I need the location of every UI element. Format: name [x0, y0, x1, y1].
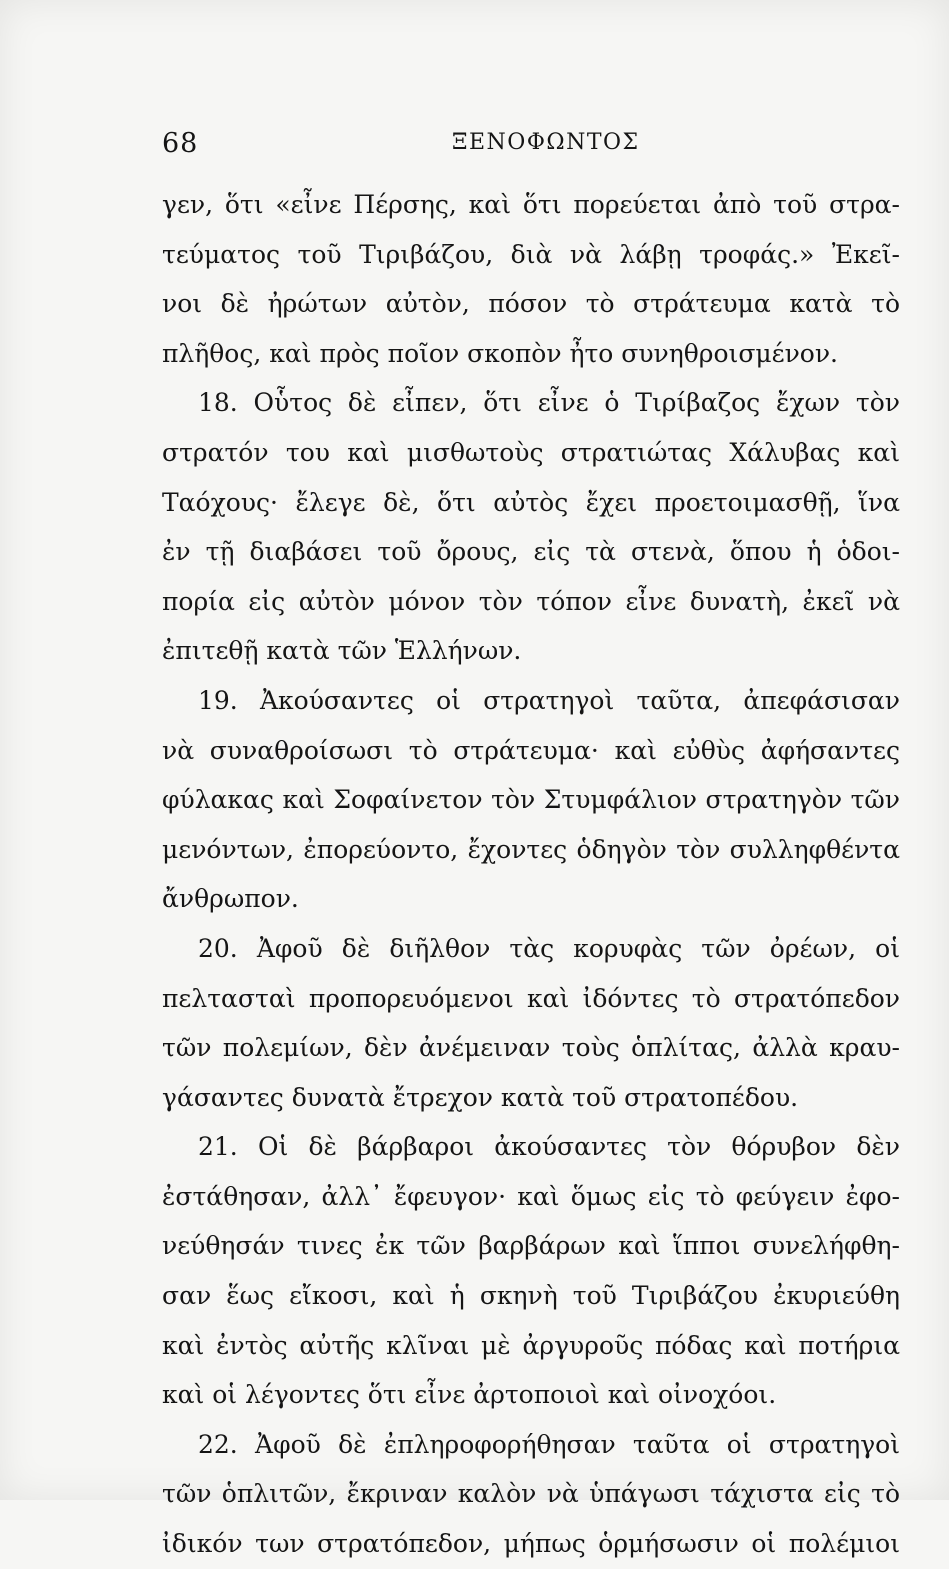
body-text	[162, 180, 900, 1569]
text-line: ἐστάθησαν, ἀλλ᾽ ἔφευγον· καὶ ὅμως εἰς τὸ φεύγειν ἐφο-	[162, 1181, 900, 1211]
paragraph-19-start: 19. Ἀκούσαντες οἱ στρατηγοὶ ταῦτα, ἀπεφάσισαν	[198, 685, 900, 715]
text-line: φύλακας καὶ Σοφαίνετον τὸν Στυμφάλιον στρατηγὸν τῶν	[162, 785, 900, 815]
text-line: γεν, ὅτι «εἶνε Πέρσης, καὶ ὅτι πορεύεται ἀπὸ τοῦ στρα-	[162, 190, 900, 219]
text-line: πορία εἰς αὐτὸν μόνον τὸν τόπον εἶνε δυνατὴ, ἐκεῖ νὰ	[162, 586, 900, 616]
text-line: πελτασταὶ προπορευόμενοι καὶ ἰδόντες τὸ στρατόπεδον	[162, 983, 900, 1013]
text-line: ἐν τῇ διαβάσει τοῦ ὄρους, εἰς τὰ στενὰ, ὅπου ἡ ὁδοι-	[162, 537, 900, 567]
running-head: ΞΕΝΟΦΩΝΤΟΣ	[452, 130, 640, 155]
text-line: νεύθησάν τινες ἐκ τῶν βαρβάρων καὶ ἵπποι συνελήφθη-	[162, 1231, 900, 1261]
text-line: τῶν ὁπλιτῶν, ἔκριναν καλὸν νὰ ὑπάγωσι τάχιστα εἰς τὸ	[162, 1479, 900, 1509]
paragraph-21-start: 21. Οἱ δὲ βάρβαροι ἀκούσαντες τὸν θόρυβον δὲν	[198, 1132, 900, 1162]
text-line: Ταόχους· ἔλεγε δὲ, ὅτι αὐτὸς ἔχει προετοιμασθῇ, ἵνα	[162, 487, 900, 517]
text-line: νὰ συναθροίσωσι τὸ στράτευμα· καὶ εὐθὺς ἀφήσαντες	[162, 735, 900, 765]
text-line: ἰδικόν των στρατόπεδον, μήπως ὁρμήσωσιν οἱ πολέμιοι	[162, 1529, 900, 1559]
text-line: ἐπιτεθῇ κατὰ τῶν Ἑλλήνων.	[162, 636, 522, 666]
text-line: σαν ἕως εἴκοσι, καὶ ἡ σκηνὴ τοῦ Τιριβάζου ἐκυριεύθη	[162, 1281, 900, 1311]
text-line: τεύματος τοῦ Τιριβάζου, διὰ νὰ λάβῃ τροφάς.» Ἐκεῖ-	[162, 239, 900, 269]
text-line: μενόντων, ἐπορεύοντο, ἔχοντες ὁδηγὸν τὸν συλληφθέντα	[162, 834, 900, 864]
text-line: νοι δὲ ἠρώτων αὐτὸν, πόσον τὸ στράτευμα κατὰ τὸ	[162, 289, 900, 319]
text-line: στρατόν του καὶ μισθωτοὺς στρατιώτας Χάλυβας καὶ	[162, 437, 900, 467]
page-header	[162, 128, 902, 168]
text-line: καὶ ἐντὸς αὐτῆς κλῖναι μὲ ἀργυροῦς πόδας καὶ ποτήρια	[162, 1330, 900, 1360]
paragraph-18-start: 18. Οὗτος δὲ εἶπεν, ὅτι εἶνε ὁ Τιρίβαζος ἔχων τὸν	[198, 388, 900, 418]
page-number: 68	[162, 128, 199, 159]
text-line: τῶν πολεμίων, δὲν ἀνέμειναν τοὺς ὁπλίτας, ἀλλὰ κραυ-	[162, 1033, 900, 1063]
paragraph-22-start: 22. Ἀφοῦ δὲ ἐπληροφορήθησαν ταῦτα οἱ στρατηγοὶ	[198, 1429, 900, 1459]
text-line: πλῆθος, καὶ πρὸς ποῖον σκοπὸν ἦτο συνηθροισμένον.	[162, 338, 838, 368]
text-line: ἄνθρωπον.	[162, 884, 299, 914]
paragraph-20-start: 20. Ἀφοῦ δὲ διῆλθον τὰς κορυφὰς τῶν ὀρέων, οἱ	[198, 933, 900, 963]
text-line: γάσαντες δυνατὰ ἔτρεχον κατὰ τοῦ στρατοπέδου.	[162, 1082, 799, 1112]
text-line: καὶ οἱ λέγοντες ὅτι εἶνε ἀρτοποιοὶ καὶ οἰνοχόοι.	[162, 1380, 777, 1410]
